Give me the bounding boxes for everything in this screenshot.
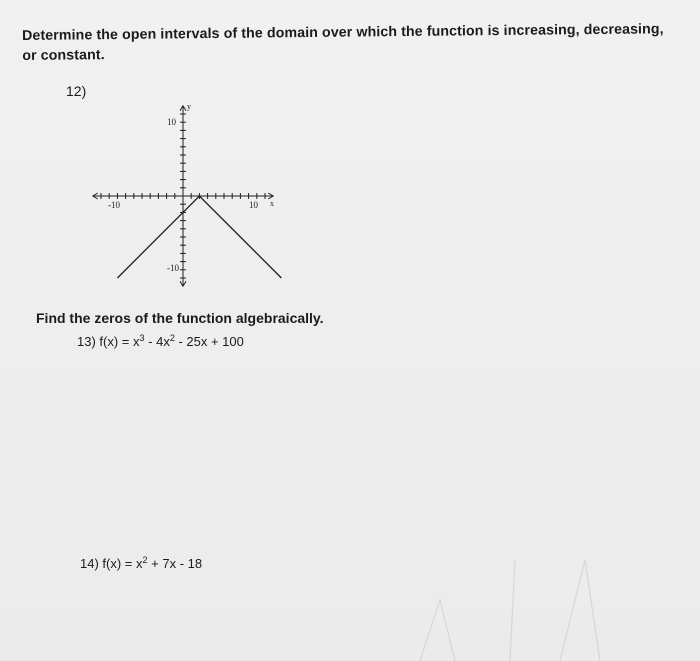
problem-14-number: 14) <box>80 556 99 571</box>
instructions-line-1: Determine the open intervals of the domain over which the function is increasing, decreasing, <box>22 21 664 44</box>
instructions-line-2: or constant. <box>22 47 105 64</box>
x-tick-label-right: 10 <box>249 200 258 210</box>
problem-13-number: 13) <box>77 334 96 349</box>
x-tick-label-left: -10 <box>108 200 120 210</box>
problem-13-exponent-2: 2 <box>169 333 175 343</box>
problem-14 <box>80 556 202 571</box>
problem-14-rest: + 7x - 18 <box>147 556 203 571</box>
problem-13-lhs: f(x) = x <box>99 334 140 349</box>
problem-13-rest: - 25x + 100 <box>174 334 244 349</box>
problem-13-exponent-1: 3 <box>139 333 145 343</box>
problem-14-lhs: f(x) = x <box>102 556 143 571</box>
problem-13-term-2: - 4x <box>144 334 170 349</box>
y-tick-label-bottom: -10 <box>167 263 179 273</box>
problem-14-exponent: 2 <box>142 555 148 565</box>
problem-12-graph <box>90 98 290 288</box>
y-axis-label: y <box>187 102 191 111</box>
y-tick-label-top: 10 <box>167 117 176 127</box>
zeros-section-heading: Find the zeros of the function algebraically. <box>36 310 324 326</box>
problem-13 <box>77 334 244 349</box>
x-axis-label: x <box>270 199 274 208</box>
instructions-heading <box>22 19 698 66</box>
problem-12-number: 12) <box>66 83 87 99</box>
